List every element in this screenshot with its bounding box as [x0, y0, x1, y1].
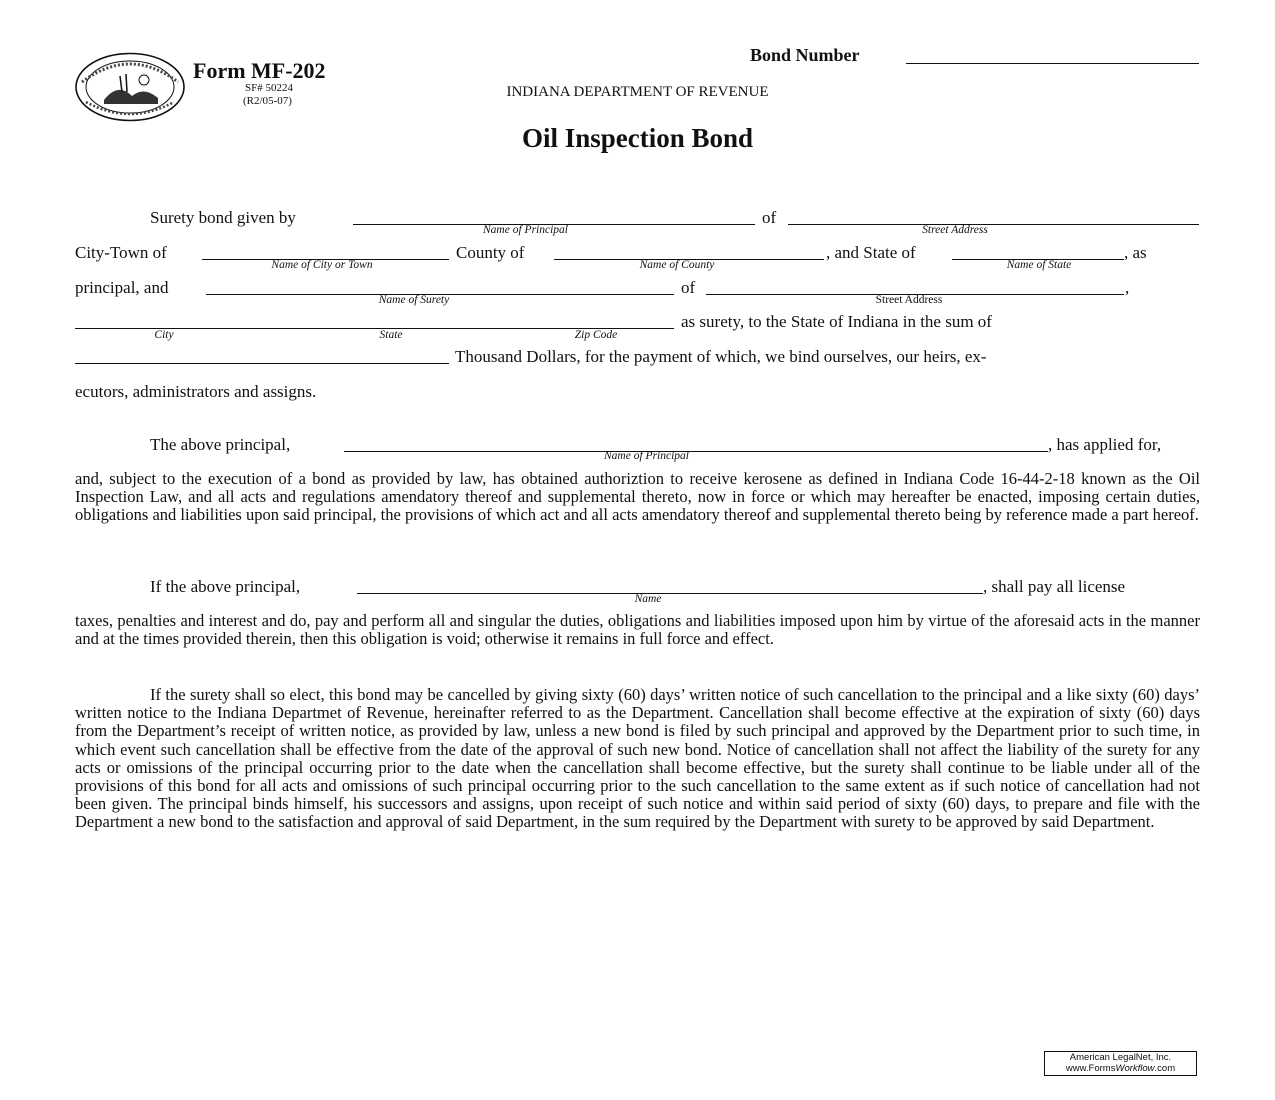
zip-code-caption: Zip Code — [574, 329, 618, 341]
above-principal-label: The above principal, — [150, 435, 291, 454]
publisher-website: www.FormsWorkflow.com — [1065, 1062, 1176, 1074]
cancellation-paragraph: If the surety shall so elect, this bond may be cancelled by giving sixty (60) days’ written notice of such cancellation to the principal and a like sixty (60) days’ written notice to the Indiana Departmet of Revenue, hereinafter referred to as the Department. Cancellation shall become effective at the expiration of sixty (60) days from the Department’s receipt of written notice, as provided by law, unless a new bond is filed by such principal and approved by the Department prior to such time, in which event such cancellation shall be effective from the date of the approval of such new bond. Notice of cancellation shall not affect the liability of the surety for any acts or omissions of the principal occurring prior to the date when the cancellation shall become effective, but the surety shall continue to be liable under all of the provisions of this bond for all acts and omissions of such principal occurring prior to the such cancellation to the same extent as if such notice of cancellation had not been given. The principal binds himself, his successors and assigns, upon receipt of such notice and within said period of sixty (60) days, to prepare and file with the Department a new bond to the satisfaction and approval of said Department, in the sum required by the Department with surety to be approved by said Department. — [75, 685, 1200, 832]
has-applied-text: , has applied for, — [1048, 435, 1162, 454]
principal-name-caption: Name of Principal — [483, 224, 568, 236]
publisher-badge — [1044, 1051, 1197, 1076]
shall-pay-text: , shall pay all license — [983, 577, 1126, 596]
form-number: Form MF-202 — [193, 58, 326, 83]
county-label: County of — [456, 243, 525, 262]
obligation-paragraph: taxes, penalties and interest and do, pay and perform all and singular the duties, obligations and liabilities imposed upon him by virtue of the aforesaid acts in the manner and at the times provided therein, then this obligation is void; otherwise it remains in full force and effect. — [75, 611, 1200, 649]
applicant-principal-caption: Name of Principal — [604, 450, 689, 462]
city-town-label: City-Town of — [75, 243, 167, 262]
thousand-dollars-text: Thousand Dollars, for the payment of which, we bind ourselves, our heirs, ex- — [455, 347, 987, 366]
surety-name-caption: Name of Surety — [378, 294, 450, 306]
of-label-2: of — [681, 278, 696, 297]
surety-bond-given-by-label: Surety bond given by — [150, 208, 296, 227]
city-caption: City — [154, 329, 174, 341]
if-above-principal-label: If the above principal, — [150, 577, 301, 596]
as-surety-text: as surety, to the State of Indiana in the sum of — [681, 312, 992, 331]
department-name: INDIANA DEPARTMENT OF REVENUE — [506, 84, 769, 100]
bond-amount-field[interactable] — [75, 363, 449, 364]
city-town-caption: Name of City or Town — [271, 259, 373, 271]
county-caption: Name of County — [639, 259, 715, 271]
name-caption: Name — [634, 593, 662, 605]
executors-text: ecutors, administrators and assigns. — [75, 382, 317, 401]
state-caption-2: State — [379, 329, 403, 341]
comma: , — [1125, 278, 1130, 297]
authorization-paragraph: and, subject to the execution of a bond as provided by law, has obtained authoriztion to receive kerosene as defined in Indiana Code 16-44-2-18 known as the Oil Inspection Law, and all acts and regulations amendatory thereof and supplemental thereto, now in force or which may hereafter be enacted, imposing certain duties, obligations and liabilities upon said principal, the provisions of which act and all acts amendatory thereof and supplemental thereto being by reference made a part hereof. — [75, 469, 1200, 525]
revision-date: (R2/05-07) — [243, 95, 292, 107]
of-label: of — [762, 208, 777, 227]
bond-number-label: Bond Number — [750, 45, 860, 65]
principal-street-caption: Street Address — [922, 224, 988, 236]
as-label: , as — [1124, 243, 1147, 262]
principal-and-label: principal, and — [75, 278, 169, 297]
state-label: , and State of — [826, 243, 916, 262]
bond-number-field[interactable] — [906, 63, 1199, 64]
sf-number: SF# 50224 — [245, 82, 293, 94]
form-title: Oil Inspection Bond — [521, 123, 754, 153]
surety-street-caption: Street Address — [875, 294, 943, 306]
publisher-name: American LegalNet, Inc. — [1069, 1052, 1172, 1063]
state-caption: Name of State — [1006, 259, 1072, 271]
